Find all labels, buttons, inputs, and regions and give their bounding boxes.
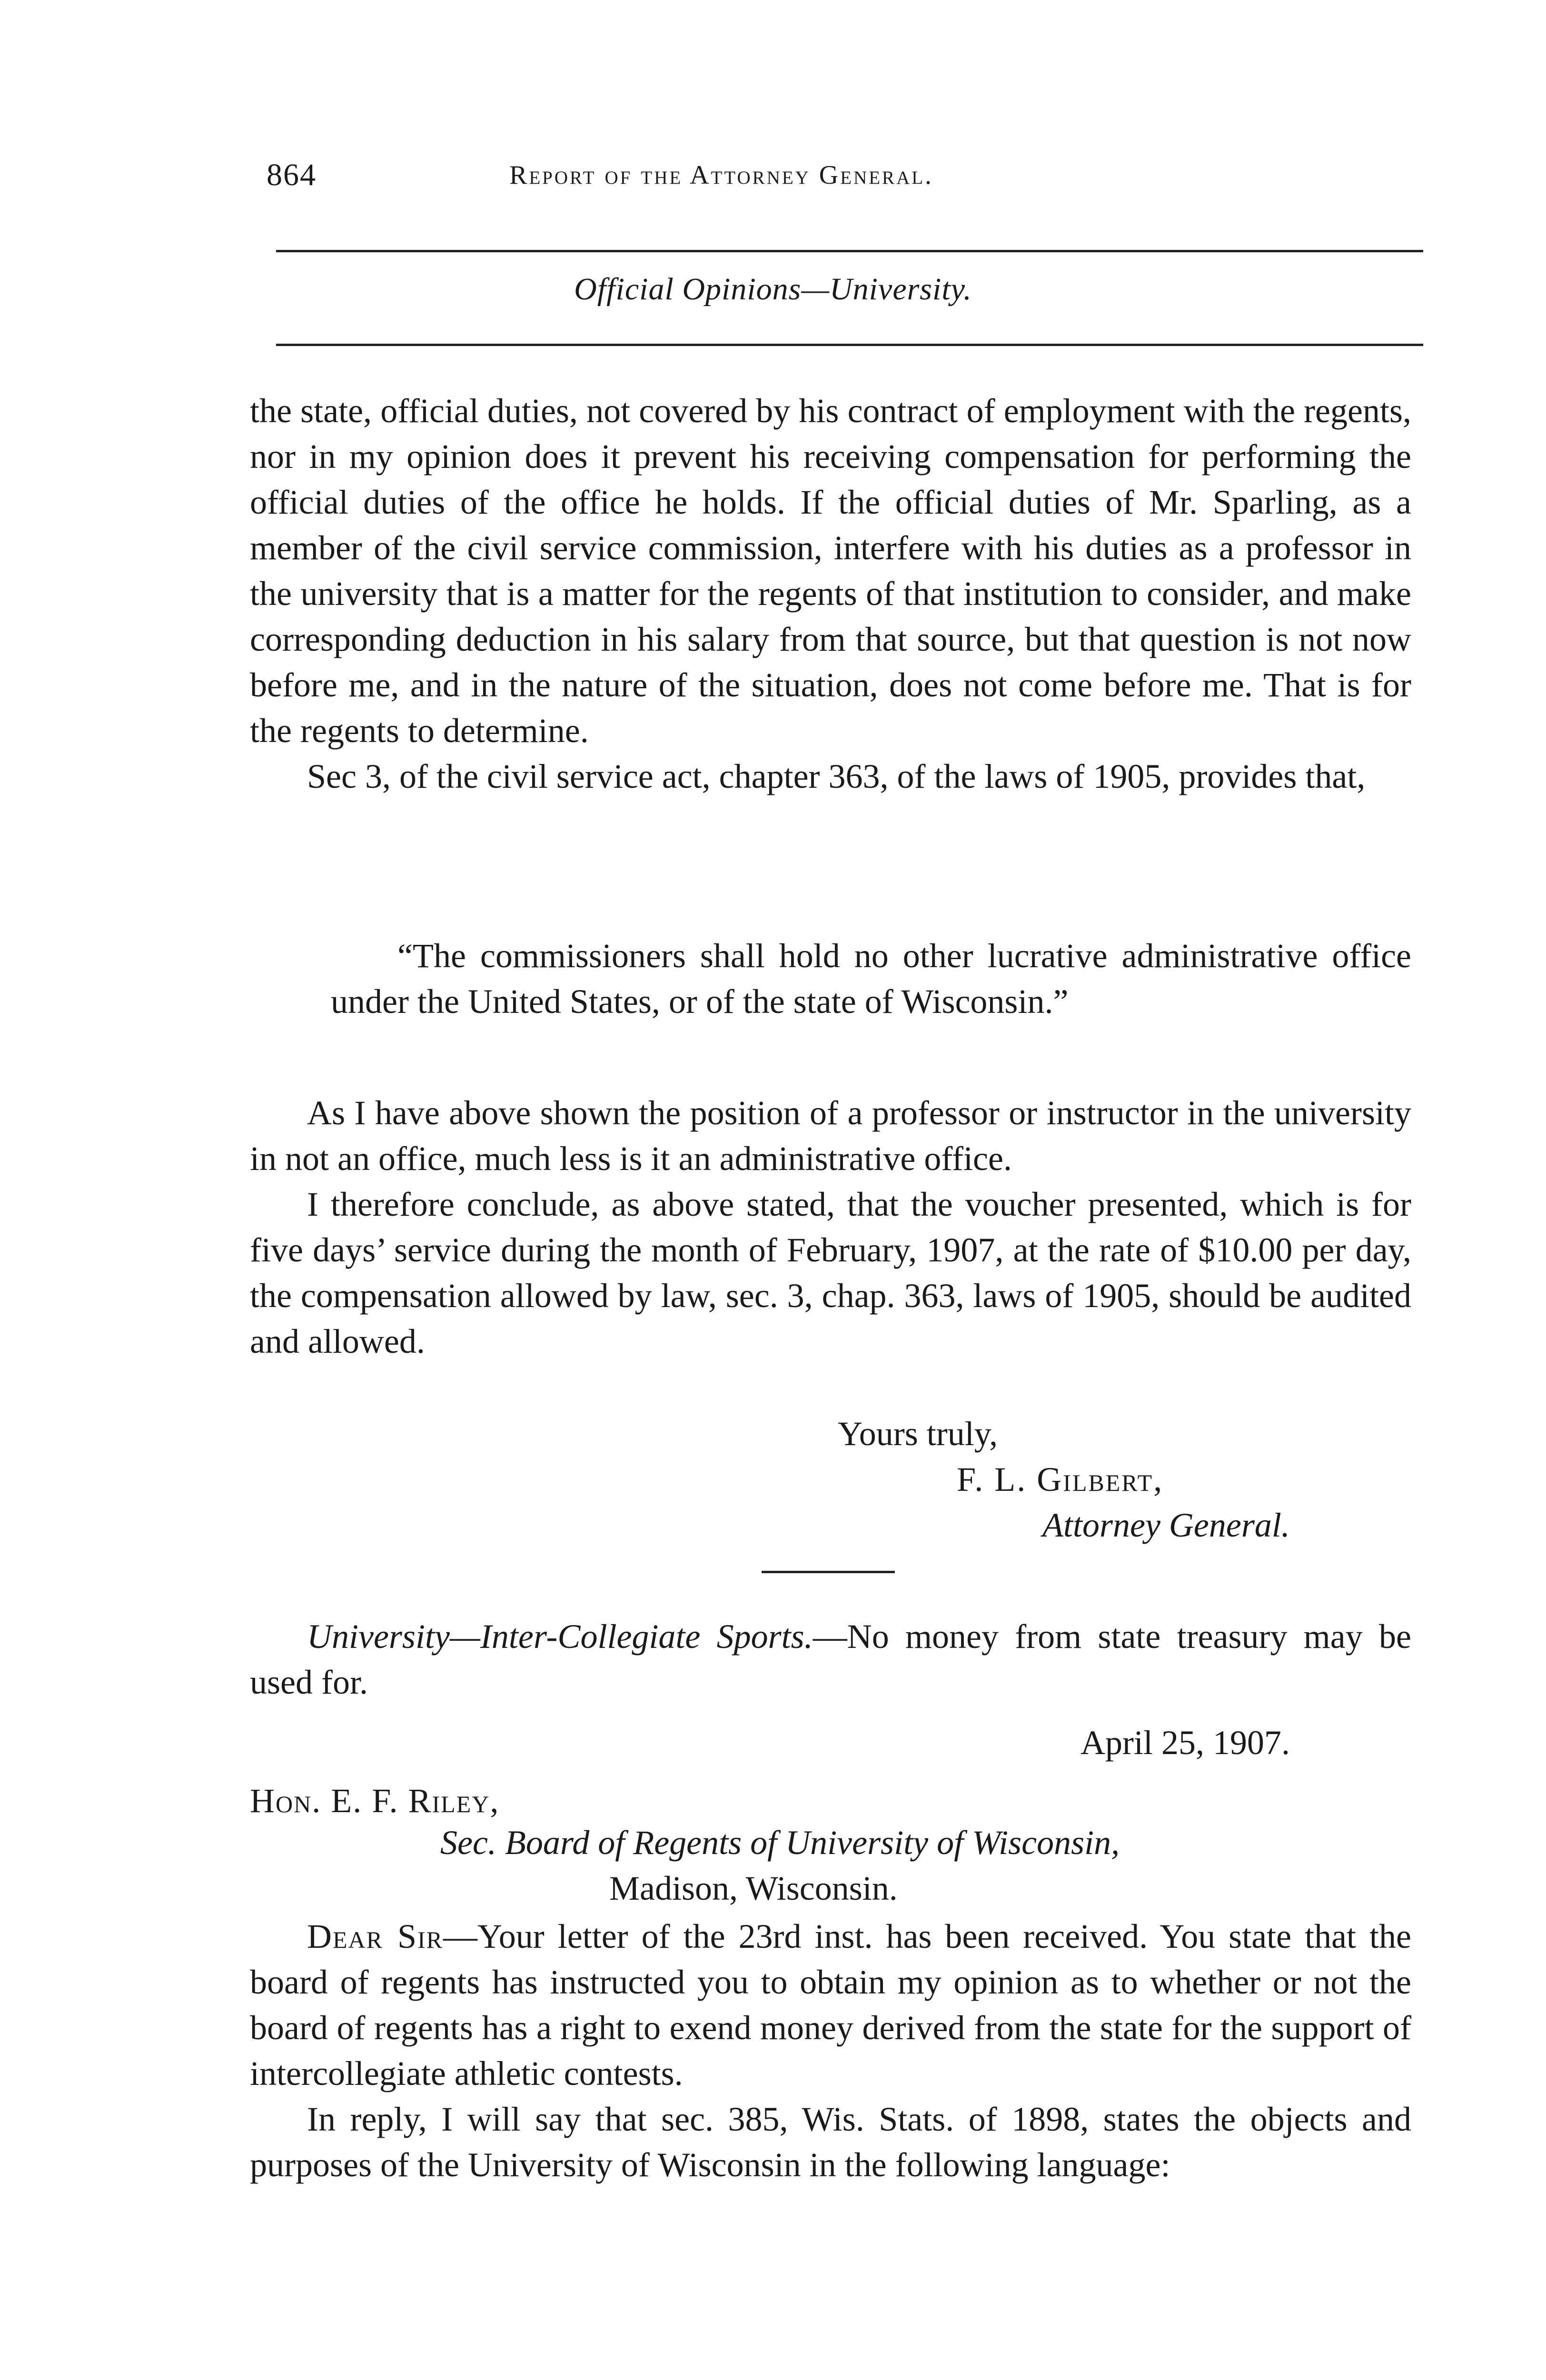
salutation: Dear Sir bbox=[307, 1917, 444, 1955]
opinion2-body bbox=[250, 1914, 1411, 2188]
statute-quote bbox=[331, 933, 1411, 1024]
signer-name: F. L. Gilbert, bbox=[957, 1460, 1164, 1498]
opinion1-paragraph: the state, official duties, not covered by his contract of employment with the regents, nor in my opinion does it prevent his receiving compensation for performing the official duties of the office he holds. If the official duties of Mr. Sparling, as a member of the civil service commission, interfere with his duties as a professor in the university that is a matter for the regents of that institution to consider, and make corresponding deduction in his salary from that source, but that question is not now before me, and in the nature of the situation, does not come before me. That is for the regents to determine. bbox=[250, 392, 1411, 750]
headnote-text: —No money from state treasury may be used for. bbox=[250, 1617, 1411, 1701]
opinion1-conclusion bbox=[250, 1090, 1411, 1364]
page-number: 864 bbox=[267, 158, 317, 192]
addressee bbox=[250, 1778, 499, 1824]
addressee-city: Madison, Wisconsin. bbox=[609, 1869, 898, 1907]
header-rule-top bbox=[276, 250, 1423, 252]
closing: Yours truly, bbox=[838, 1415, 998, 1453]
opinion1-body bbox=[250, 388, 1411, 799]
opinion1-paragraph: As I have above shown the position of a professor or instructor in the university in not an office, much less is it an administrative office. bbox=[250, 1094, 1411, 1178]
addressee-title: Sec. Board of Regents of University of Wisconsin, bbox=[440, 1824, 1120, 1862]
opinion1-paragraph: Sec 3, of the civil service act, chapter 363, of the laws of 1905, provides that, bbox=[307, 757, 1366, 795]
opinion2-paragraph: In reply, I will say that sec. 385, Wis. Stats. of 1898, states the objects and purposes of the University of Wisconsin in the following language: bbox=[250, 2100, 1411, 2184]
section-divider bbox=[762, 1571, 895, 1573]
quote-text: “The commissioners shall hold no other lucrative administrative office under the United States, or of the state of Wisconsin.” bbox=[331, 937, 1411, 1021]
section-title: Official Opinions—University. bbox=[574, 272, 972, 307]
opinion2-paragraph: —Your letter of the 23rd inst. has been received. You state that the board of regents has instructed you to obtain my opinion as to whether or not the board of regents has a right to exend money derived from the state for the support of intercollegiate athletic contests. bbox=[250, 1917, 1411, 2092]
opinion1-paragraph: I therefore conclude, as above stated, that the voucher presented, which is for five days’ service during the month of February, 1907, at the rate of $10.00 per day, the compensation allowed by law, sec. 3, chap. 363, laws of 1905, should be audited and allowed. bbox=[250, 1185, 1411, 1360]
opinion2-headnote bbox=[250, 1614, 1411, 1705]
headnote-topic: University—Inter-Collegiate Sports. bbox=[307, 1617, 813, 1656]
addressee-name: Hon. E. F. Riley, bbox=[250, 1782, 500, 1820]
signer-title: Attorney General. bbox=[1042, 1506, 1290, 1544]
header-rule-bottom bbox=[276, 344, 1423, 346]
running-head: Report of the Attorney General. bbox=[509, 160, 934, 190]
letter-date: April 25, 1907. bbox=[1080, 1724, 1290, 1762]
page-header bbox=[267, 157, 1418, 200]
